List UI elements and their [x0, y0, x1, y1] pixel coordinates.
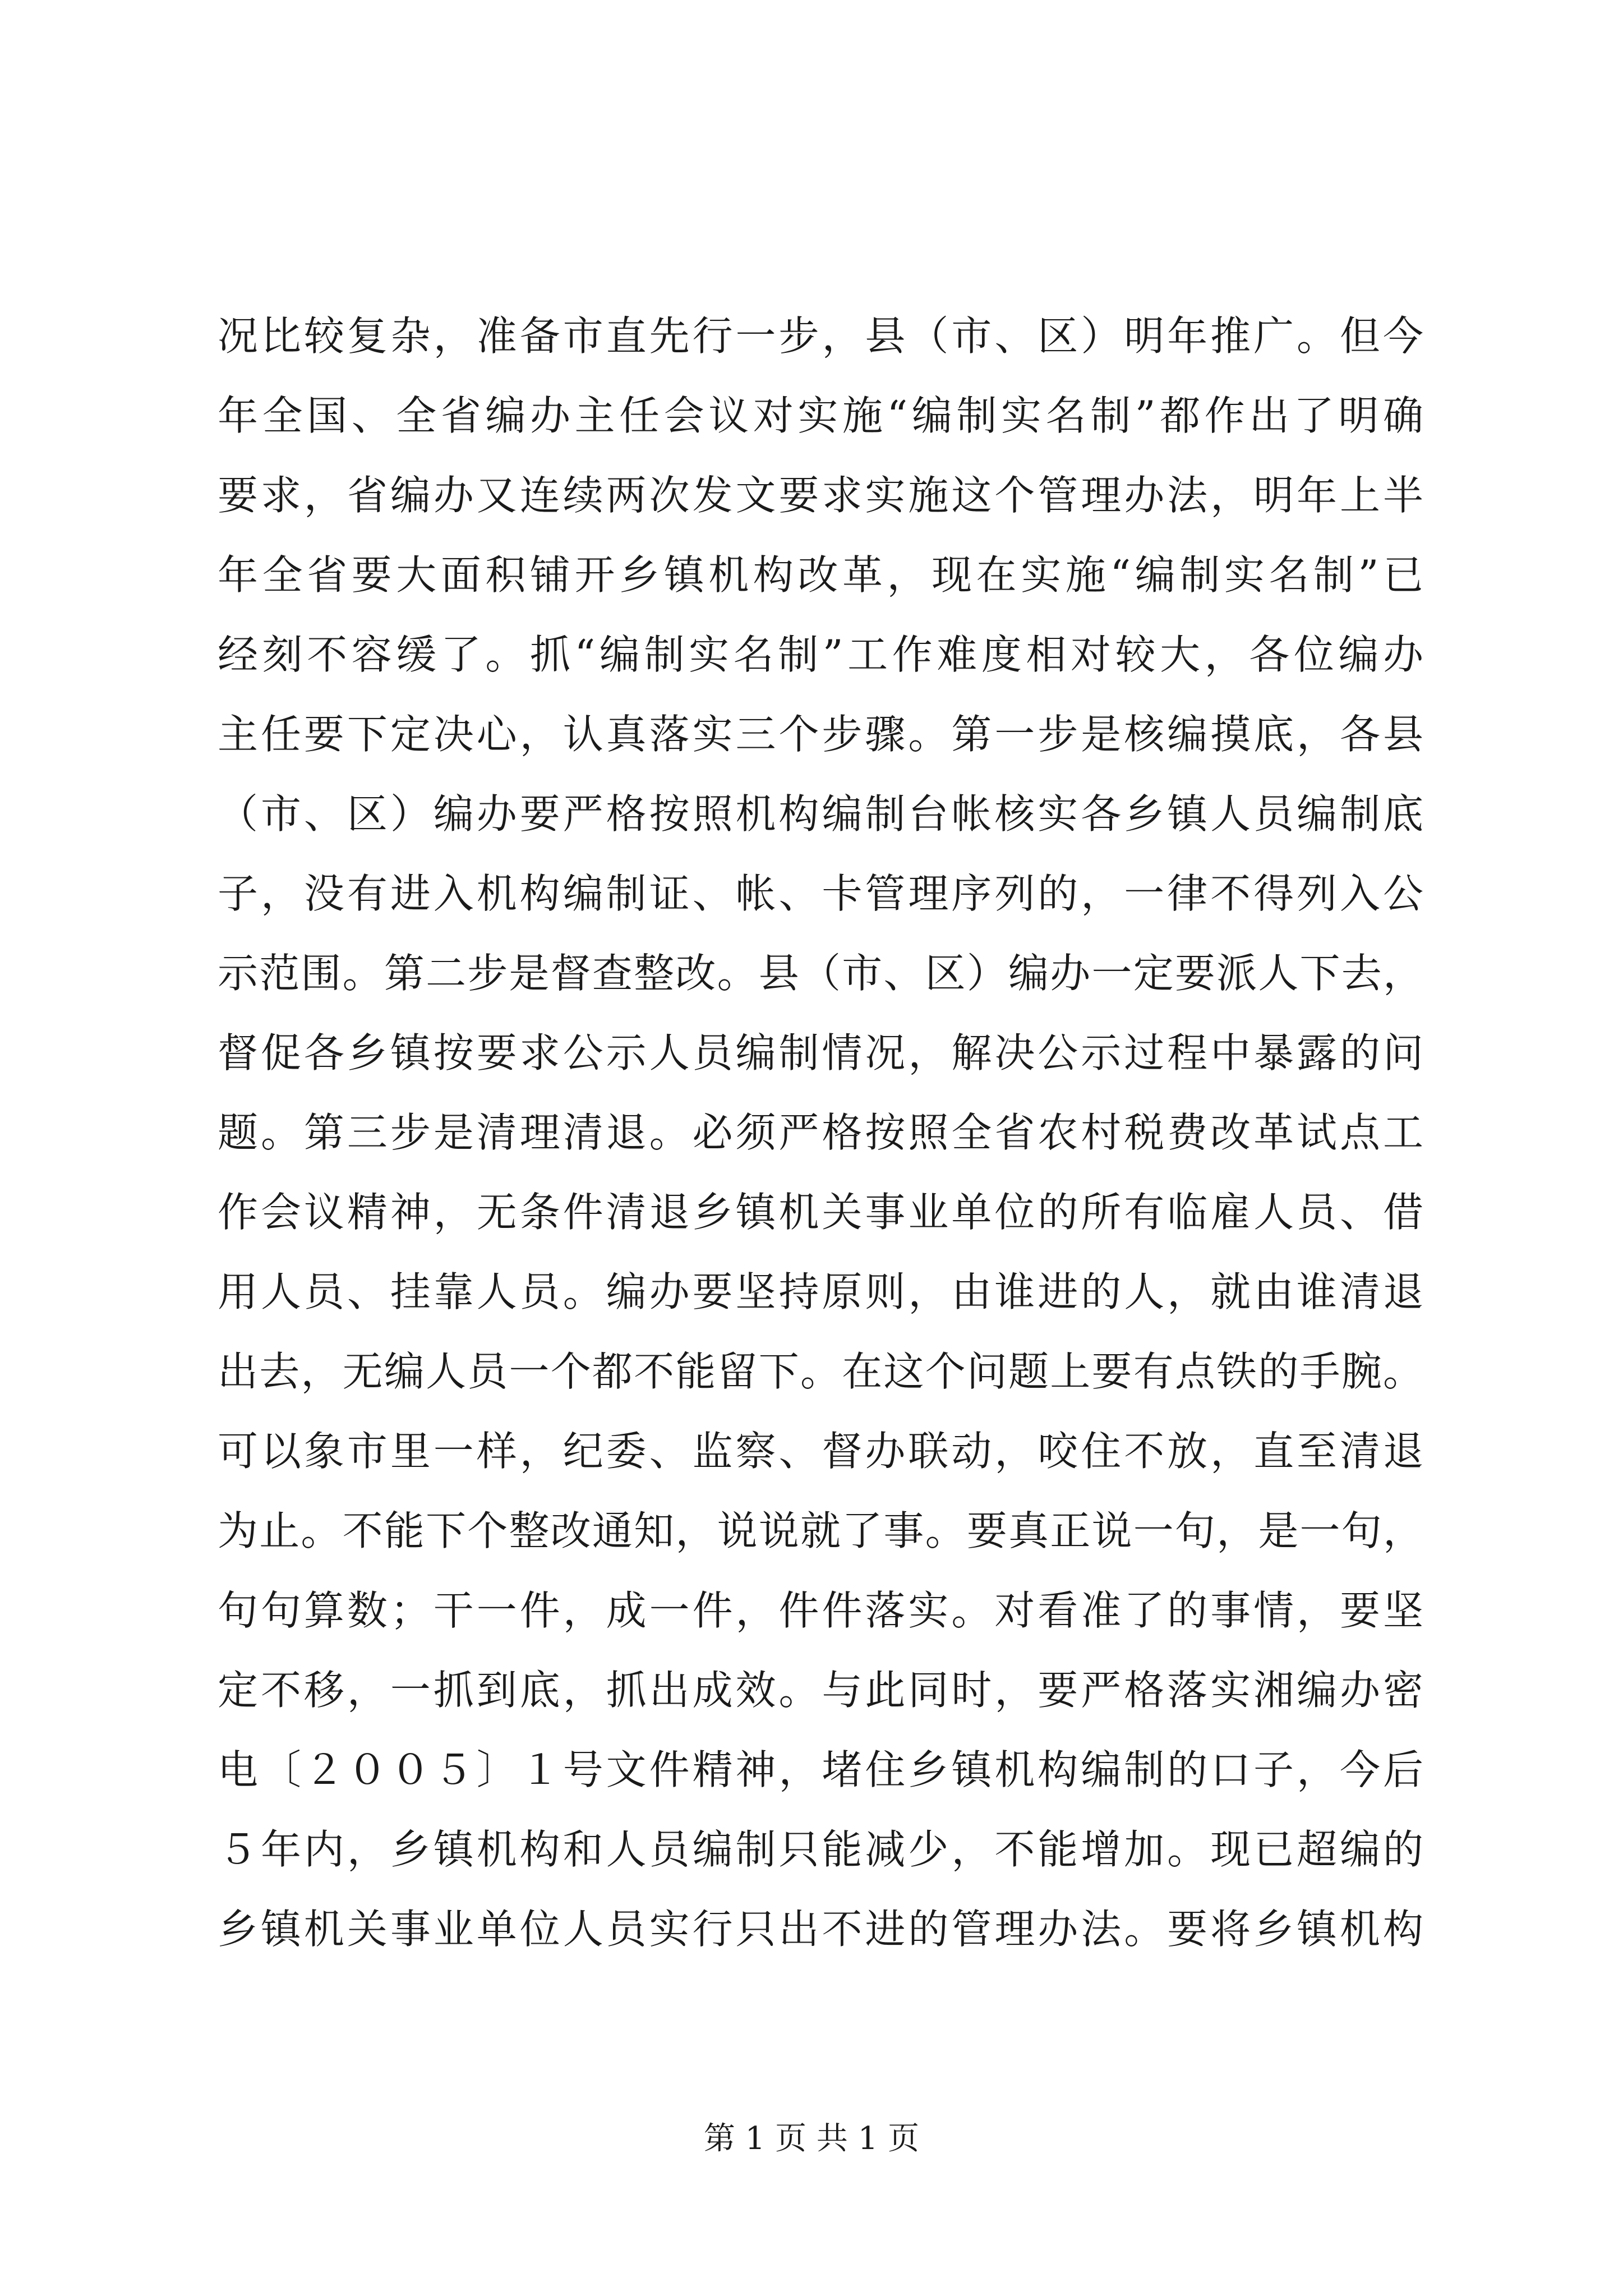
body-paragraph	[218, 296, 1423, 1969]
text-line: 子，没有进入机构编制证、帐、卡管理序列的，一律不得列入公	[218, 870, 1423, 917]
text-line: 题。第三步是清理清退。必须严格按照全省农村税费改革试点工	[218, 1109, 1423, 1156]
text-line: 经刻不容缓了。抓“编制实名制”工作难度相对较大，各位编办	[218, 631, 1423, 678]
text-line: 年全国、全省编办主任会议对实施“编制实名制”都作出了明确	[218, 392, 1423, 439]
text-line: 督促各乡镇按要求公示人员编制情况，解决公示过程中暴露的问	[218, 1029, 1423, 1076]
text-line: 要求，省编办又连续两次发文要求实施这个管理办法，明年上半	[218, 472, 1423, 519]
text-line: （市、区）编办要严格按照机构编制台帐核实各乡镇人员编制底	[218, 790, 1423, 838]
text-line: 主任要下定决心，认真落实三个步骤。第一步是核编摸底，各县	[218, 711, 1423, 758]
text-line: 示范围。第二步是督查整改。县（市、区）编办一定要派人下去，	[218, 950, 1423, 997]
text-line: 乡镇机关事业单位人员实行只出不进的管理办法。要将乡镇机构	[218, 1906, 1423, 1953]
text-line: ５年内，乡镇机构和人员编制只能减少，不能增加。现已超编的	[218, 1826, 1423, 1873]
text-line: 电〔２００５〕１号文件精神，堵住乡镇机构编制的口子，今后	[218, 1746, 1423, 1793]
text-line: 定不移，一抓到底，抓出成效。与此同时，要严格落实湘编办密	[218, 1667, 1423, 1714]
text-line: 出去，无编人员一个都不能留下。在这个问题上要有点铁的手腕。	[218, 1348, 1423, 1395]
text-line: 句句算数；干一件，成一件，件件落实。对看准了的事情，要坚	[218, 1587, 1423, 1634]
text-line: 用人员、挂靠人员。编办要坚持原则，由谁进的人，就由谁清退	[218, 1268, 1423, 1315]
text-line: 作会议精神，无条件清退乡镇机关事业单位的所有临雇人员、借	[218, 1189, 1423, 1236]
page-number-footer: 第 1 页 共 1 页	[703, 2120, 920, 2157]
text-line: 况比较复杂，准备市直先行一步，县（市、区）明年推广。但今	[218, 312, 1423, 360]
text-line: 年全省要大面积铺开乡镇机构改革，现在实施“编制实名制”已	[218, 551, 1423, 599]
text-line: 为止。不能下个整改通知，说说就了事。要真正说一句，是一句，	[218, 1507, 1423, 1554]
text-line: 可以象市里一样，纪委、监察、督办联动，咬住不放，直至清退	[218, 1428, 1423, 1475]
